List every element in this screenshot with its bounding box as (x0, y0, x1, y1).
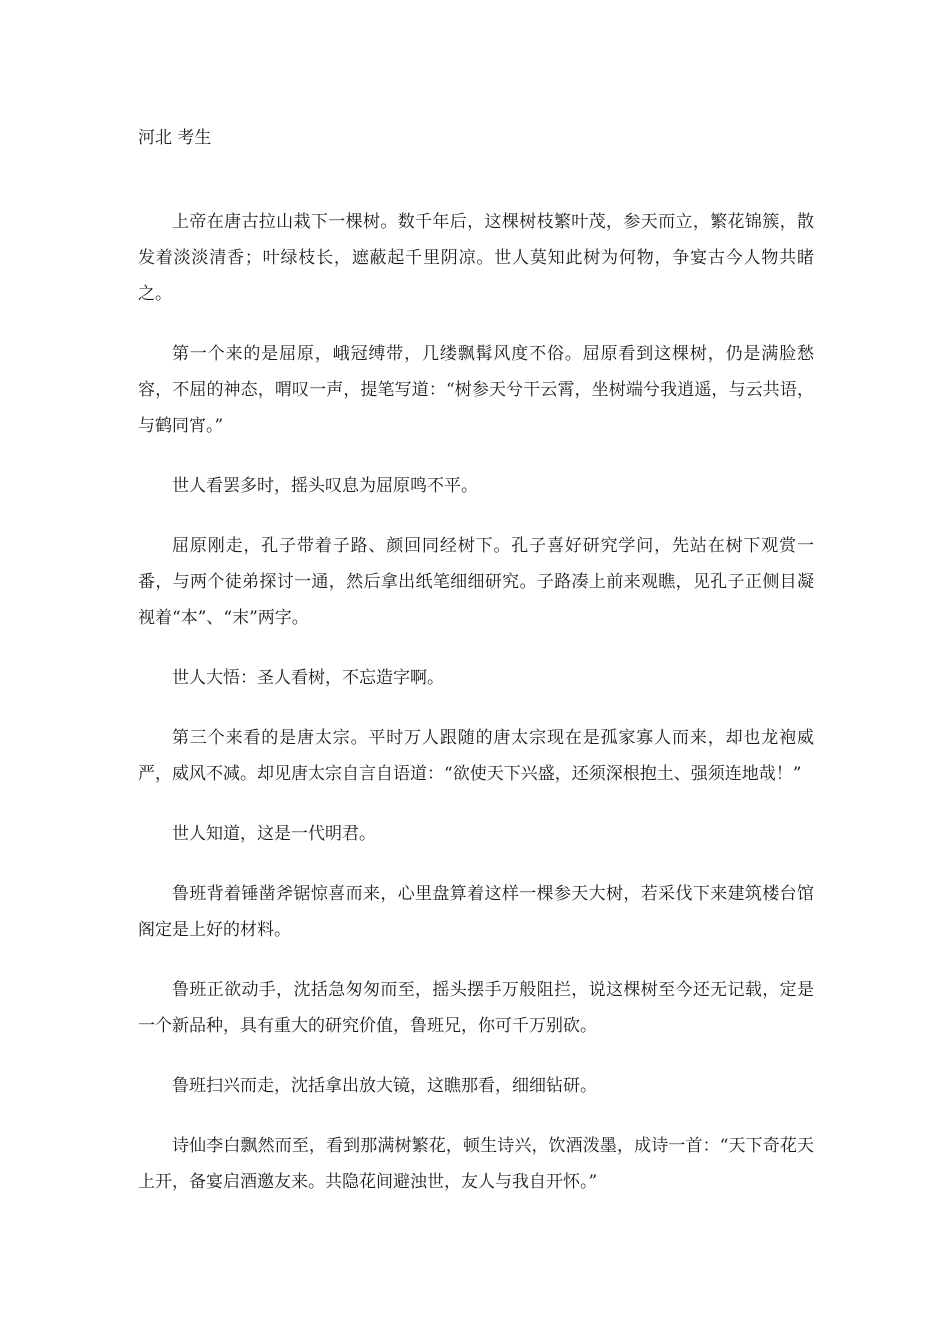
essay-body (138, 204, 814, 1224)
paragraph: 屈原刚走，孔子带着子路、颜回同经树下。孔子喜好研究学问，先站在树下观赏一番，与两个徒弟探讨一通，然后拿出纸笔细细研究。子路凑上前来观瞧，见孔子正侧目凝视着“本”、“末”两字。 (138, 536, 814, 628)
paragraph: 鲁班扫兴而走，沈括拿出放大镜，这瞧那看，细细钻研。 (172, 1076, 597, 1096)
paragraph: 第三个来看的是唐太宗。平时万人跟随的唐太宗现在是孤家寡人而来，却也龙袍威严，威风不减。却见唐太宗自言自语道：“欲使天下兴盛，还须深根抱土、强须连地哉！” (138, 728, 814, 784)
paragraph: 第一个来的是屈原，峨冠缚带，几缕飘髯风度不俗。屈原看到这棵树，仍是满脸愁容，不屈的神态，喟叹一声，提笔写道：“树参天兮干云霄，坐树端兮我逍遥，与云共语，与鹤同宵。” (138, 344, 814, 436)
paragraph: 世人看罢多时，摇头叹息为屈原鸣不平。 (172, 476, 478, 496)
author-line: 河北 考生 (138, 128, 212, 148)
paragraph: 世人大悟：圣人看树，不忘造字啊。 (172, 668, 444, 688)
paragraph: 鲁班背着锤凿斧锯惊喜而来，心里盘算着这样一棵参天大树，若采伐下来建筑楼台馆阁定是上好的材料。 (138, 884, 814, 940)
paragraph: 上帝在唐古拉山栽下一棵树。数千年后，这棵树枝繁叶茂，参天而立，繁花锦簇，散发着淡淡清香；叶绿枝长，遮蔽起千里阴凉。世人莫知此树为何物，争宴古今人物共睹之。 (138, 212, 814, 304)
paragraph: 世人知道，这是一代明君。 (172, 824, 376, 844)
paragraph: 诗仙李白飘然而至，看到那满树繁花，顿生诗兴，饮酒泼墨，成诗一首：“天下奇花天上开，备宴启酒邀友来。共隐花间避浊世，友人与我自开怀。” (138, 1136, 814, 1192)
paragraph: 鲁班正欲动手，沈括急匆匆而至，摇头摆手万般阻拦，说这棵树至今还无记载，定是一个新品种，具有重大的研究价值，鲁班兄，你可千万别砍。 (138, 980, 814, 1036)
